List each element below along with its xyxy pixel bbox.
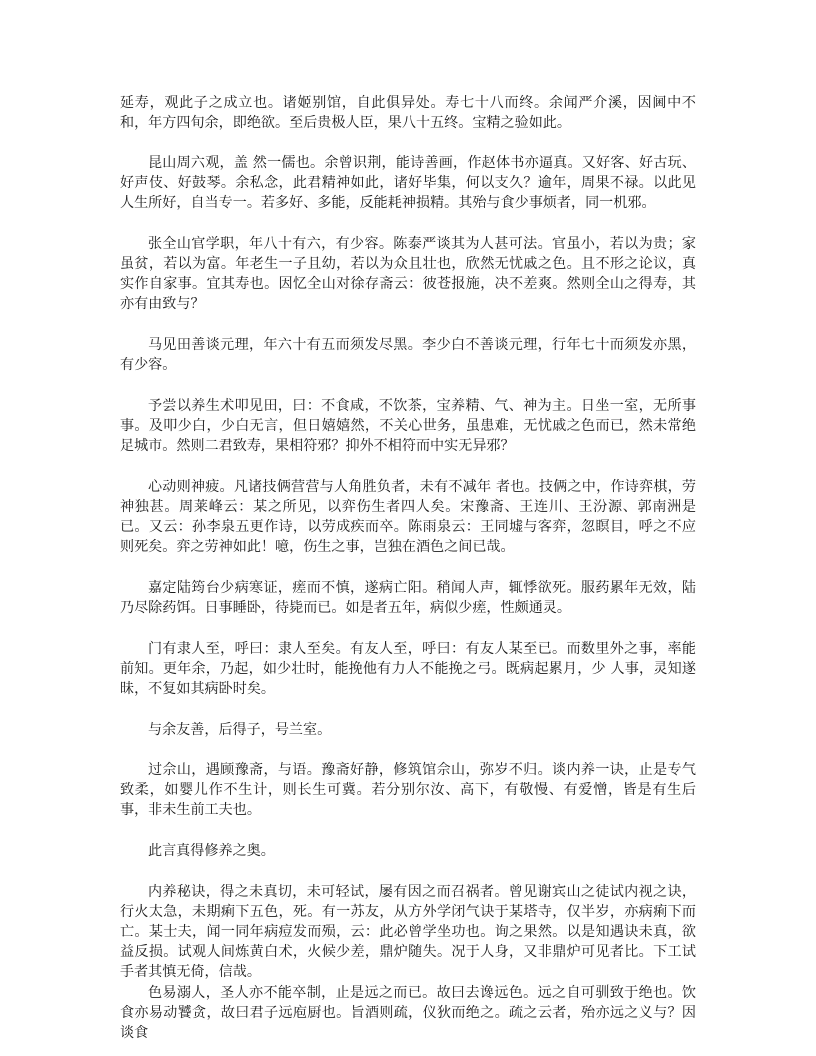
paragraph-13: 色易溺人，圣人亦不能卒制，止是远之而已。故曰去谗远色。远之自可驯致于绝也。饮食亦易动饕贪，故曰君子远庖厨也。旨酒则疏，仪狄而绝之。疏之云者，殆亦远之义与？因谈食: [120, 985, 696, 1041]
paragraph-7: 嘉定陆筠台少病寒证，瘥而不慎，遂病亡阳。稍闻人声，辄悸欲死。服药累年无效，陆乃尽除药饵。日事睡卧，待毙而已。如是者五年，病似少瘥，性颇通灵。: [120, 580, 696, 616]
paragraph-1: 延寿，观此子之成立也。诸姬别馆，自此俱异处。寿七十八而终。余闻严介溪，因阃中不和，年方四旬余，即绝欲。至后贵极人臣，果八十五终。宝精之验如此。: [120, 95, 696, 131]
paragraph-4: 马见田善谈元理，年六十有五而须发尽黑。李少白不善谈元理，行年七十而须发亦黑，有少容。: [120, 337, 696, 373]
paragraph-2: 昆山周六观，盖 然一儒也。余曾识荆，能诗善画，作赵体书亦逼真。又好客、好古玩、好声伎、好鼓琴。余私念，此君精神如此，诸好毕集，何以支久？逾年，周果不禄。以此见人生所好，自当专一。若多好、多能，反能耗神损精。其殆与食少事烦者，同一机邪。: [120, 155, 696, 211]
paragraph-8: 门有隶人至，呼曰：隶人至矣。有友人至，呼曰：有友人某至已。而数里外之事，率能前知。更年余，乃起，如少壮时，能挽他有力人不能挽之弓。既病起累月，少 人事，灵知遂昧，不复如其病卧时矣。: [120, 641, 696, 697]
paragraph-10: 过佘山，遇顾豫斋，与语。豫斋好静，修筑馆佘山，弥岁不归。谈内养一诀，止是专气致柔，如婴儿作不生计，则长生可冀。若分别尔汝、高下，有敬慢、有爱憎，皆是有生后事，非未生前工夫也。: [120, 762, 696, 818]
paragraph-12: 内养秘诀，得之未真切，未可轻试，屡有因之而召祸者。曾见谢宾山之徒试内视之诀，行火太急，未期痢下五色，死。有一苏友，从方外学闭气诀于某塔寺，仅半岁，亦病痢下而亡。某士夫，闻一同年病痘发而殒，云：此必曾学坐功也。询之果然。以是知遇诀未真，欲益反损。试观人间炼黄白术，火候少差，鼎炉随失。况于人身，又非鼎炉可见者比。下工试手者其慎无倚，信哉。: [120, 884, 696, 980]
paragraph-11: 此言真得修养之奥。: [148, 843, 275, 859]
paragraph-5: 予尝以养生术叩见田，曰：不食咸，不饮茶，宝养精、气、神为主。日坐一室，无所事事。及叩少白，少白无言，但日嬉嬉然，不关心世务，虽患难，无忧戚之色而已，然未常绝足城市。然则二君致寿，果相符邪？抑外不相符而中实无异邪？: [120, 398, 696, 454]
paragraph-9: 与余友善，后得子，号兰室。: [148, 722, 332, 738]
paragraph-3: 张全山官学职，年八十有六，有少容。陈泰严谈其为人甚可法。官虽小，若以为贵；家虽贫，若以为富。年老生一子且幼，若以为众且壮也，欣然无忧戚之色。且不形之论议，真实作自家事。宜其寿也。因忆全山对徐存斋云：彼苍报施，决不差爽。然则全山之得寿，其亦有由致与？: [120, 236, 696, 312]
paragraph-6: 心动则神疲。凡诸技俩营营与人角胜负者，未有不减年 者也。技俩之中，作诗弈棋，劳神独甚。周莱峰云：某之所见，以弈伤生者四人矣。宋豫斋、王连川、王汾源、郭南洲是已。又云：孙李泉五更作诗，以劳成疾而卒。陈雨泉云：王同墟与客弈，忽瞑目，呼之不应则死矣。弈之劳神如此！噫，伤生之事，岂独在酒色之间已哉。: [120, 479, 696, 555]
